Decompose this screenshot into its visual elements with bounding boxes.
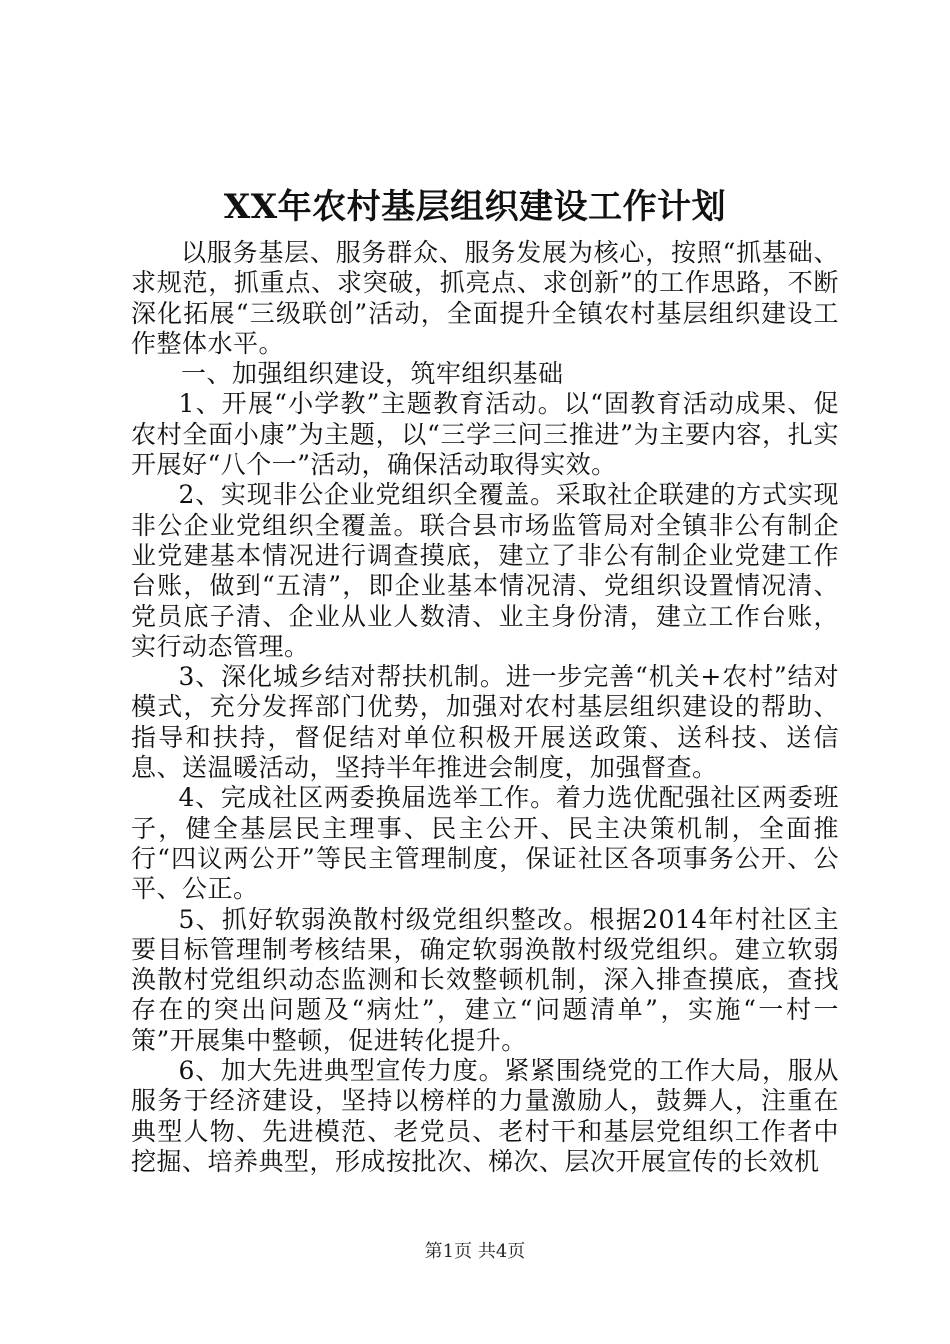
page-number-footer: 第1页 共4页	[424, 1241, 526, 1262]
list-item-paragraph: 6、加大先进典型宣传力度。紧紧围绕党的工作大局，服从服务于经济建设，坚持以榜样的力量激励人，鼓舞人，注重在典型人物、先进模范、老党员、老村干和基层党组织工作者中挖掘、培养典型，形成按批次、梯次、层次开展宣传的长效机	[131, 1056, 839, 1176]
list-item-paragraph: 5、抓好软弱涣散村级党组织整改。根据2014年村社区主要目标管理制考核结果，确定软弱涣散村级党组织。建立软弱涣散村党组织动态监测和长效整顿机制，深入排查摸底，查找存在的突出问题及“病灶”，建立“问题清单”，实施“一村一策”开展集中整顿，促进转化提升。	[131, 904, 839, 1055]
document-body	[131, 238, 839, 1177]
list-item-paragraph: 2、实现非公企业党组织全覆盖。采取社企联建的方式实现非公企业党组织全覆盖。联合县市场监管局对全镇非公有制企业党建基本情况进行调查摸底，建立了非公有制企业党建工作台账，做到“五清”，即企业基本情况清、党组织设置情况清、党员底子清、企业从业人数清、业主身份清，建立工作台账，实行动态管理。	[131, 480, 839, 661]
document-title: XX年农村基层组织建设工作计划	[223, 187, 727, 227]
list-item-paragraph: 1、开展“小学教”主题教育活动。以“固教育活动成果、促农村全面小康”为主题，以“三学三问三推进”为主要内容，扎实开展好“八个一”活动，确保活动取得实效。	[131, 389, 839, 480]
list-item-paragraph: 4、完成社区两委换届选举工作。着力选优配强社区两委班子，健全基层民主理事、民主公开、民主决策机制，全面推行“四议两公开”等民主管理制度，保证社区各项事务公开、公平、公正。	[131, 783, 839, 904]
list-item-paragraph: 3、深化城乡结对帮扶机制。进一步完善“机关+农村”结对模式，充分发挥部门优势，加强对农村基层组织建设的帮助、指导和扶持，督促结对单位积极开展送政策、送科技、送信息、送温暖活动，坚持半年推进会制度，加强督查。	[131, 662, 839, 783]
intro-paragraph: 以服务基层、服务群众、服务发展为核心，按照“抓基础、求规范，抓重点、求突破，抓亮点、求创新”的工作思路，不断深化拓展“三级联创”活动，全面提升全镇农村基层组织建设工作整体水平。	[131, 238, 839, 358]
section-heading: 一、加强组织建设，筑牢组织基础	[181, 359, 564, 389]
